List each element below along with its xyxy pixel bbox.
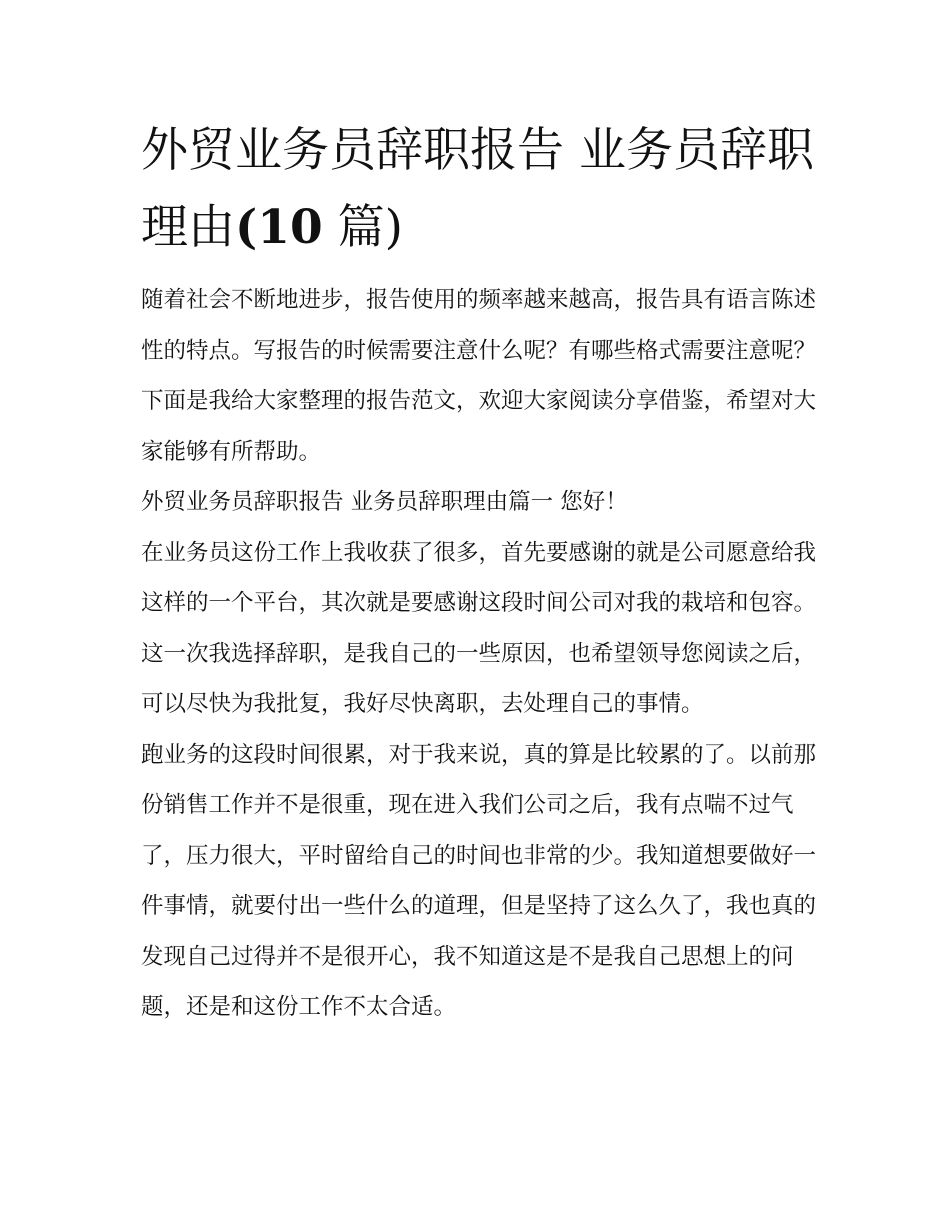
title-count: (10 <box>235 200 323 255</box>
document-title <box>141 112 821 266</box>
title-suffix: 篇) <box>322 200 403 255</box>
title-text: 外贸业务员辞职报告 业务员辞职理由 <box>141 123 814 255</box>
document-content <box>141 112 821 1033</box>
document-body <box>141 275 821 1033</box>
body-paragraph: 在业务员这份工作上我收获了很多，首先要感谢的就是公司愿意给我这样的一个平台，其次就是要感谢这段时间公司对我的栽培和包容。这一次我选择辞职，是我自己的一些原因，也希望领导您阅读之后，可以尽快为我批复，我好尽快离职，去处理自己的事情。 <box>141 539 817 717</box>
body-paragraph: 跑业务的这段时间很累，对于我来说，真的算是比较累的了。以前那份销售工作并不是很重，现在进入我们公司之后，我有点喘不过气了，压力很大，平时留给自己的时间也非常的少。我知道想要做好一件事情，就要付出一些什么的道理，但是坚持了这么久了，我也真的发现自己过得并不是很开心，我不知道这是不是我自己思想上的问题，还是和这份工作不太合适。 <box>141 741 817 1020</box>
intro-paragraph: 随着社会不断地进步，报告使用的频率越来越高，报告具有语言陈述性的特点。写报告的时候需要注意什么呢？有哪些格式需要注意呢？下面是我给大家整理的报告范文，欢迎大家阅读分享借鉴，希望对大家能够有所帮助。 <box>141 287 817 465</box>
section-heading: 外贸业务员辞职报告 业务员辞职理由篇一 您好！ <box>141 489 628 515</box>
